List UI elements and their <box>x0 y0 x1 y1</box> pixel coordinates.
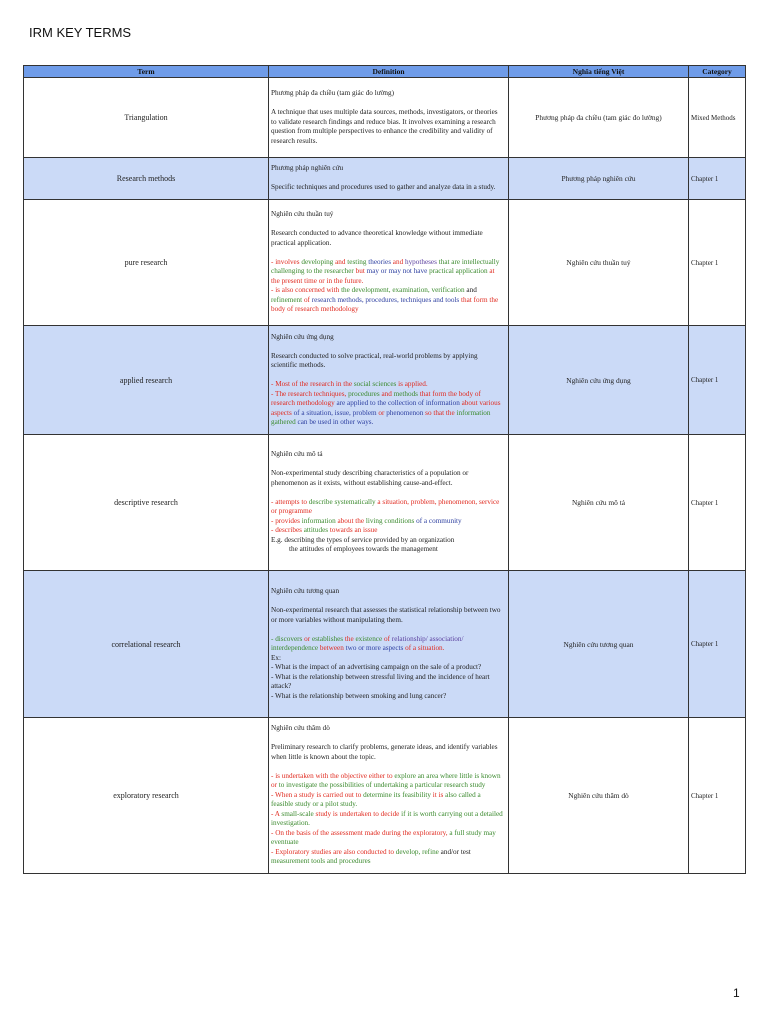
definition-text: methods <box>393 389 420 398</box>
definition-text: develop, refine <box>395 847 441 856</box>
definition-text: - What is the relationship between stressful living and the incidence of heart attack? <box>271 672 490 690</box>
definition-text: of a community <box>416 516 462 525</box>
definition-text: and <box>335 257 348 266</box>
definition-text: Nghiên cứu thăm dò <box>271 724 330 733</box>
definition-text: or <box>304 634 312 643</box>
term-cell: pure research <box>24 200 269 326</box>
definition-text: - is undertaken with the objective either to <box>271 771 395 780</box>
vietnamese-meaning-cell: Nghiên cứu thăm dò <box>509 718 689 874</box>
definition-text: - describes <box>271 526 304 535</box>
definition-paragraph <box>271 498 504 517</box>
term-cell: Triangulation <box>24 78 269 158</box>
definition-text: or <box>378 408 387 417</box>
definition-text: E.g. describing the types of service provided by an organization <box>271 535 455 544</box>
table-header-row <box>24 66 746 78</box>
definition-paragraph <box>271 743 504 762</box>
table-body <box>24 78 746 874</box>
definition-text: that are intellectually challenging to the researcher <box>271 257 500 276</box>
definition-text: Ex: <box>271 653 281 662</box>
definition-text: Preliminary research to clarify problems, generate ideas, and identify variables when little is known about the topic. <box>271 743 498 761</box>
category-cell: Mixed Methods <box>689 78 746 158</box>
definition-text: - Exploratory studies are also conducted to <box>271 847 396 856</box>
definition-text: at the present time or in the future. <box>271 267 495 285</box>
term-cell: Research methods <box>24 158 269 200</box>
definition-paragraph <box>271 654 504 664</box>
vietnamese-meaning-cell: Nghiên cứu tương quan <box>509 571 689 718</box>
definition-text: A technique that uses multiple data sources, methods, investigators, or theories to validate research findings and reduce bias. It involves examining a research question from multiple perspectives to enhance the credibility and validity of research results. <box>271 108 498 145</box>
definition-cell <box>269 571 509 718</box>
definition-text: existence <box>355 634 384 643</box>
definition-cell <box>269 78 509 158</box>
definition-paragraph <box>271 545 504 555</box>
vietnamese-meaning-cell: Phương pháp nghiên cứu <box>509 158 689 200</box>
header-term: Term <box>24 66 269 78</box>
term-cell: descriptive research <box>24 435 269 571</box>
definition-text: Phương pháp đa chiều (tam giác đo lường) <box>271 89 394 97</box>
definition-text: are applied to the collection of information <box>336 399 462 407</box>
definition-cell <box>269 435 509 571</box>
table-row <box>24 78 746 158</box>
key-terms-table <box>23 65 746 874</box>
vietnamese-meaning-cell: Nghiên cứu mô tả <box>509 435 689 571</box>
table-row <box>24 718 746 874</box>
header-definition: Definition <box>269 66 509 78</box>
definition-paragraph <box>271 469 504 488</box>
definition-text: small-scale <box>281 809 316 818</box>
definition-text: so that the <box>425 408 457 417</box>
definition-paragraph <box>271 791 504 810</box>
definition-text: information <box>301 516 338 525</box>
definition-text: determine its feasibility <box>363 790 433 799</box>
definition-text: social sciences <box>353 380 399 388</box>
definition-text: relationship/ association/ <box>391 634 464 643</box>
definition-text: also called a feasible study or a pilot study. <box>271 790 481 809</box>
definition-text: that form the body of research methodology <box>271 389 481 407</box>
definition-cell <box>269 158 509 200</box>
definition-text: Nghiên cứu ứng dụng <box>271 332 334 341</box>
definition-text: Research conducted to advance theoretical knowledge without immediate practical application. <box>271 229 483 247</box>
definition-paragraph <box>271 210 504 220</box>
definition-paragraph <box>271 229 504 248</box>
definition-text: a full study may eventuate <box>271 828 496 847</box>
definition-text: testing <box>347 257 369 266</box>
definition-paragraph <box>271 536 504 546</box>
definition-text: describe systematically <box>308 497 378 506</box>
definition-text: phenomenon <box>386 408 426 417</box>
definition-paragraph <box>271 258 504 287</box>
vietnamese-meaning-cell: Nghiên cứu ứng dụng <box>509 326 689 435</box>
definition-text: - What is the relationship between smoking and lung cancer? <box>271 691 447 700</box>
definition-text: developing <box>301 257 336 266</box>
definition-text: - is also concerned with <box>271 286 342 295</box>
definition-paragraph <box>271 663 504 673</box>
definition-text: and <box>392 257 405 266</box>
definition-text: to investigate the possibilities of undertaking a particular research study <box>278 781 486 790</box>
category-cell: Chapter 1 <box>689 200 746 326</box>
definition-paragraph <box>271 606 504 625</box>
definition-text: hypotheses <box>404 257 439 266</box>
header-category: Category <box>689 66 746 78</box>
definition-text: Nghiên cứu tương quan <box>271 587 340 595</box>
term-cell: exploratory research <box>24 718 269 874</box>
definition-text: - Most of the research in the <box>271 380 354 388</box>
definition-paragraph <box>271 460 504 470</box>
definition-paragraph <box>271 380 504 390</box>
definition-text: can be used in other ways. <box>297 418 374 426</box>
definition-text: and/or test <box>440 847 471 856</box>
definition-text: living conditions <box>365 516 417 525</box>
definition-paragraph <box>271 848 504 867</box>
definition-text: explore an area where little is known <box>394 771 501 780</box>
definition-paragraph <box>271 810 504 829</box>
definition-paragraph <box>271 488 504 498</box>
definition-text: that form the body of research methodology <box>271 295 499 314</box>
definition-text: Research conducted to solve practical, real-world problems by applying scientific methods. <box>271 351 478 369</box>
definition-paragraph <box>271 342 504 352</box>
definition-paragraph <box>271 724 504 734</box>
definition-text: and <box>466 286 477 295</box>
definition-paragraph <box>271 829 504 848</box>
definition-text: of <box>384 634 392 643</box>
definition-paragraph <box>271 220 504 230</box>
definition-text: a situation, problem, phenomenon, service or programme <box>271 497 500 516</box>
definition-text: theories <box>368 257 393 266</box>
definition-text: practical application <box>429 267 490 276</box>
definition-text: - discovers <box>271 634 305 643</box>
definition-paragraph <box>271 772 504 791</box>
definition-text: - involves <box>271 257 302 266</box>
definition-paragraph <box>271 450 504 460</box>
header-viet: Nghĩa tiếng Việt <box>509 66 689 78</box>
definition-text: measurement tools and procedures <box>271 857 371 866</box>
definition-text: Nghiên cứu mô tả <box>271 450 323 459</box>
category-cell: Chapter 1 <box>689 718 746 874</box>
definition-text: research methods, procedures, techniques and tools <box>311 295 462 304</box>
definition-paragraph <box>271 390 504 428</box>
category-cell: Chapter 1 <box>689 435 746 571</box>
definition-text: of a situation, issue, problem <box>293 408 379 417</box>
definition-text: - The research techniques, <box>271 389 349 398</box>
definition-text: and <box>381 389 394 398</box>
definition-text: Nghiên cứu thuần tuý <box>271 210 334 219</box>
definition-text: Non-experimental study describing characteristics of a population or phenomenon as it exists, without establishing cause-and-effect. <box>271 469 469 487</box>
definition-paragraph <box>271 108 504 146</box>
definition-text: is applied. <box>398 380 428 388</box>
category-cell: Chapter 1 <box>689 158 746 200</box>
definition-text: Specific techniques and procedures used to gather and analyze data in a study. <box>271 183 496 192</box>
definition-text: but <box>355 267 367 276</box>
table-row <box>24 571 746 718</box>
definition-text: - provides <box>271 516 302 525</box>
definition-paragraph <box>271 99 504 109</box>
definition-text: it is <box>432 790 446 799</box>
definition-paragraph <box>271 635 504 654</box>
definition-paragraph <box>271 352 504 371</box>
definition-paragraph <box>271 286 504 315</box>
definition-text: - When a study is carried out to <box>271 790 364 799</box>
definition-paragraph <box>271 174 504 184</box>
definition-text: the <box>344 634 356 643</box>
definition-paragraph <box>271 673 504 692</box>
definition-paragraph <box>271 183 504 193</box>
definition-text: - What is the impact of an advertising campaign on the sale of a product? <box>271 663 482 671</box>
definition-text: about various aspects <box>271 399 501 417</box>
definition-paragraph <box>271 762 504 772</box>
definition-text: - attempts to <box>271 497 309 506</box>
definition-paragraph <box>271 587 504 597</box>
page-number: 1 <box>733 986 740 1000</box>
definition-paragraph <box>271 164 504 174</box>
definition-text: the attitudes of employees towards the management <box>289 545 438 554</box>
definition-paragraph <box>271 517 504 527</box>
definition-cell <box>269 326 509 435</box>
definition-text: - A <box>271 809 282 818</box>
definition-text: of a situation. <box>405 644 445 652</box>
definition-text: of <box>303 295 312 304</box>
table-row <box>24 158 746 200</box>
definition-paragraph <box>271 625 504 635</box>
term-cell: applied research <box>24 326 269 435</box>
definition-text: attitudes <box>303 526 330 535</box>
definition-text: Phương pháp nghiên cứu <box>271 164 344 173</box>
definition-text: or <box>271 781 279 790</box>
definition-paragraph <box>271 333 504 343</box>
definition-text: interdependence <box>271 644 320 652</box>
vietnamese-meaning-cell: Phương pháp đa chiều (tam giác đo lường) <box>509 78 689 158</box>
definition-text: the development, examination, verification <box>341 286 467 295</box>
definition-text: - On the basis of the assessment made during the exploratory, <box>271 828 450 837</box>
definition-text: refinement <box>271 295 304 304</box>
definition-cell <box>269 718 509 874</box>
table-row <box>24 326 746 435</box>
vietnamese-meaning-cell: Nghiên cứu thuần tuý <box>509 200 689 326</box>
definition-text: two or more aspects <box>345 644 406 652</box>
table-row <box>24 200 746 326</box>
definition-paragraph <box>271 692 504 702</box>
definition-text: between <box>319 644 346 652</box>
definition-paragraph <box>271 734 504 744</box>
definition-text: establishes <box>311 634 345 643</box>
definition-text: information gathered <box>271 408 491 426</box>
document-title: IRM KEY TERMS <box>29 25 132 40</box>
definition-paragraph <box>271 89 504 99</box>
definition-cell <box>269 200 509 326</box>
definition-text: towards an issue <box>329 526 378 535</box>
definition-paragraph <box>271 526 504 536</box>
definition-text: if it is worth carrying out a detailed investigation. <box>271 809 503 828</box>
definition-paragraph <box>271 597 504 607</box>
definition-text: study is undertaken to decide <box>315 809 402 818</box>
category-cell: Chapter 1 <box>689 326 746 435</box>
table-row <box>24 435 746 571</box>
term-cell: correlational research <box>24 571 269 718</box>
definition-paragraph <box>271 371 504 381</box>
definition-text: procedures <box>348 389 382 398</box>
definition-text: about the <box>337 516 366 525</box>
definition-text: Non-experimental research that assesses the statistical relationship between two or more variables without manipulating them. <box>271 606 501 624</box>
definition-paragraph <box>271 248 504 258</box>
category-cell: Chapter 1 <box>689 571 746 718</box>
definition-text: may or may not have <box>366 267 430 276</box>
